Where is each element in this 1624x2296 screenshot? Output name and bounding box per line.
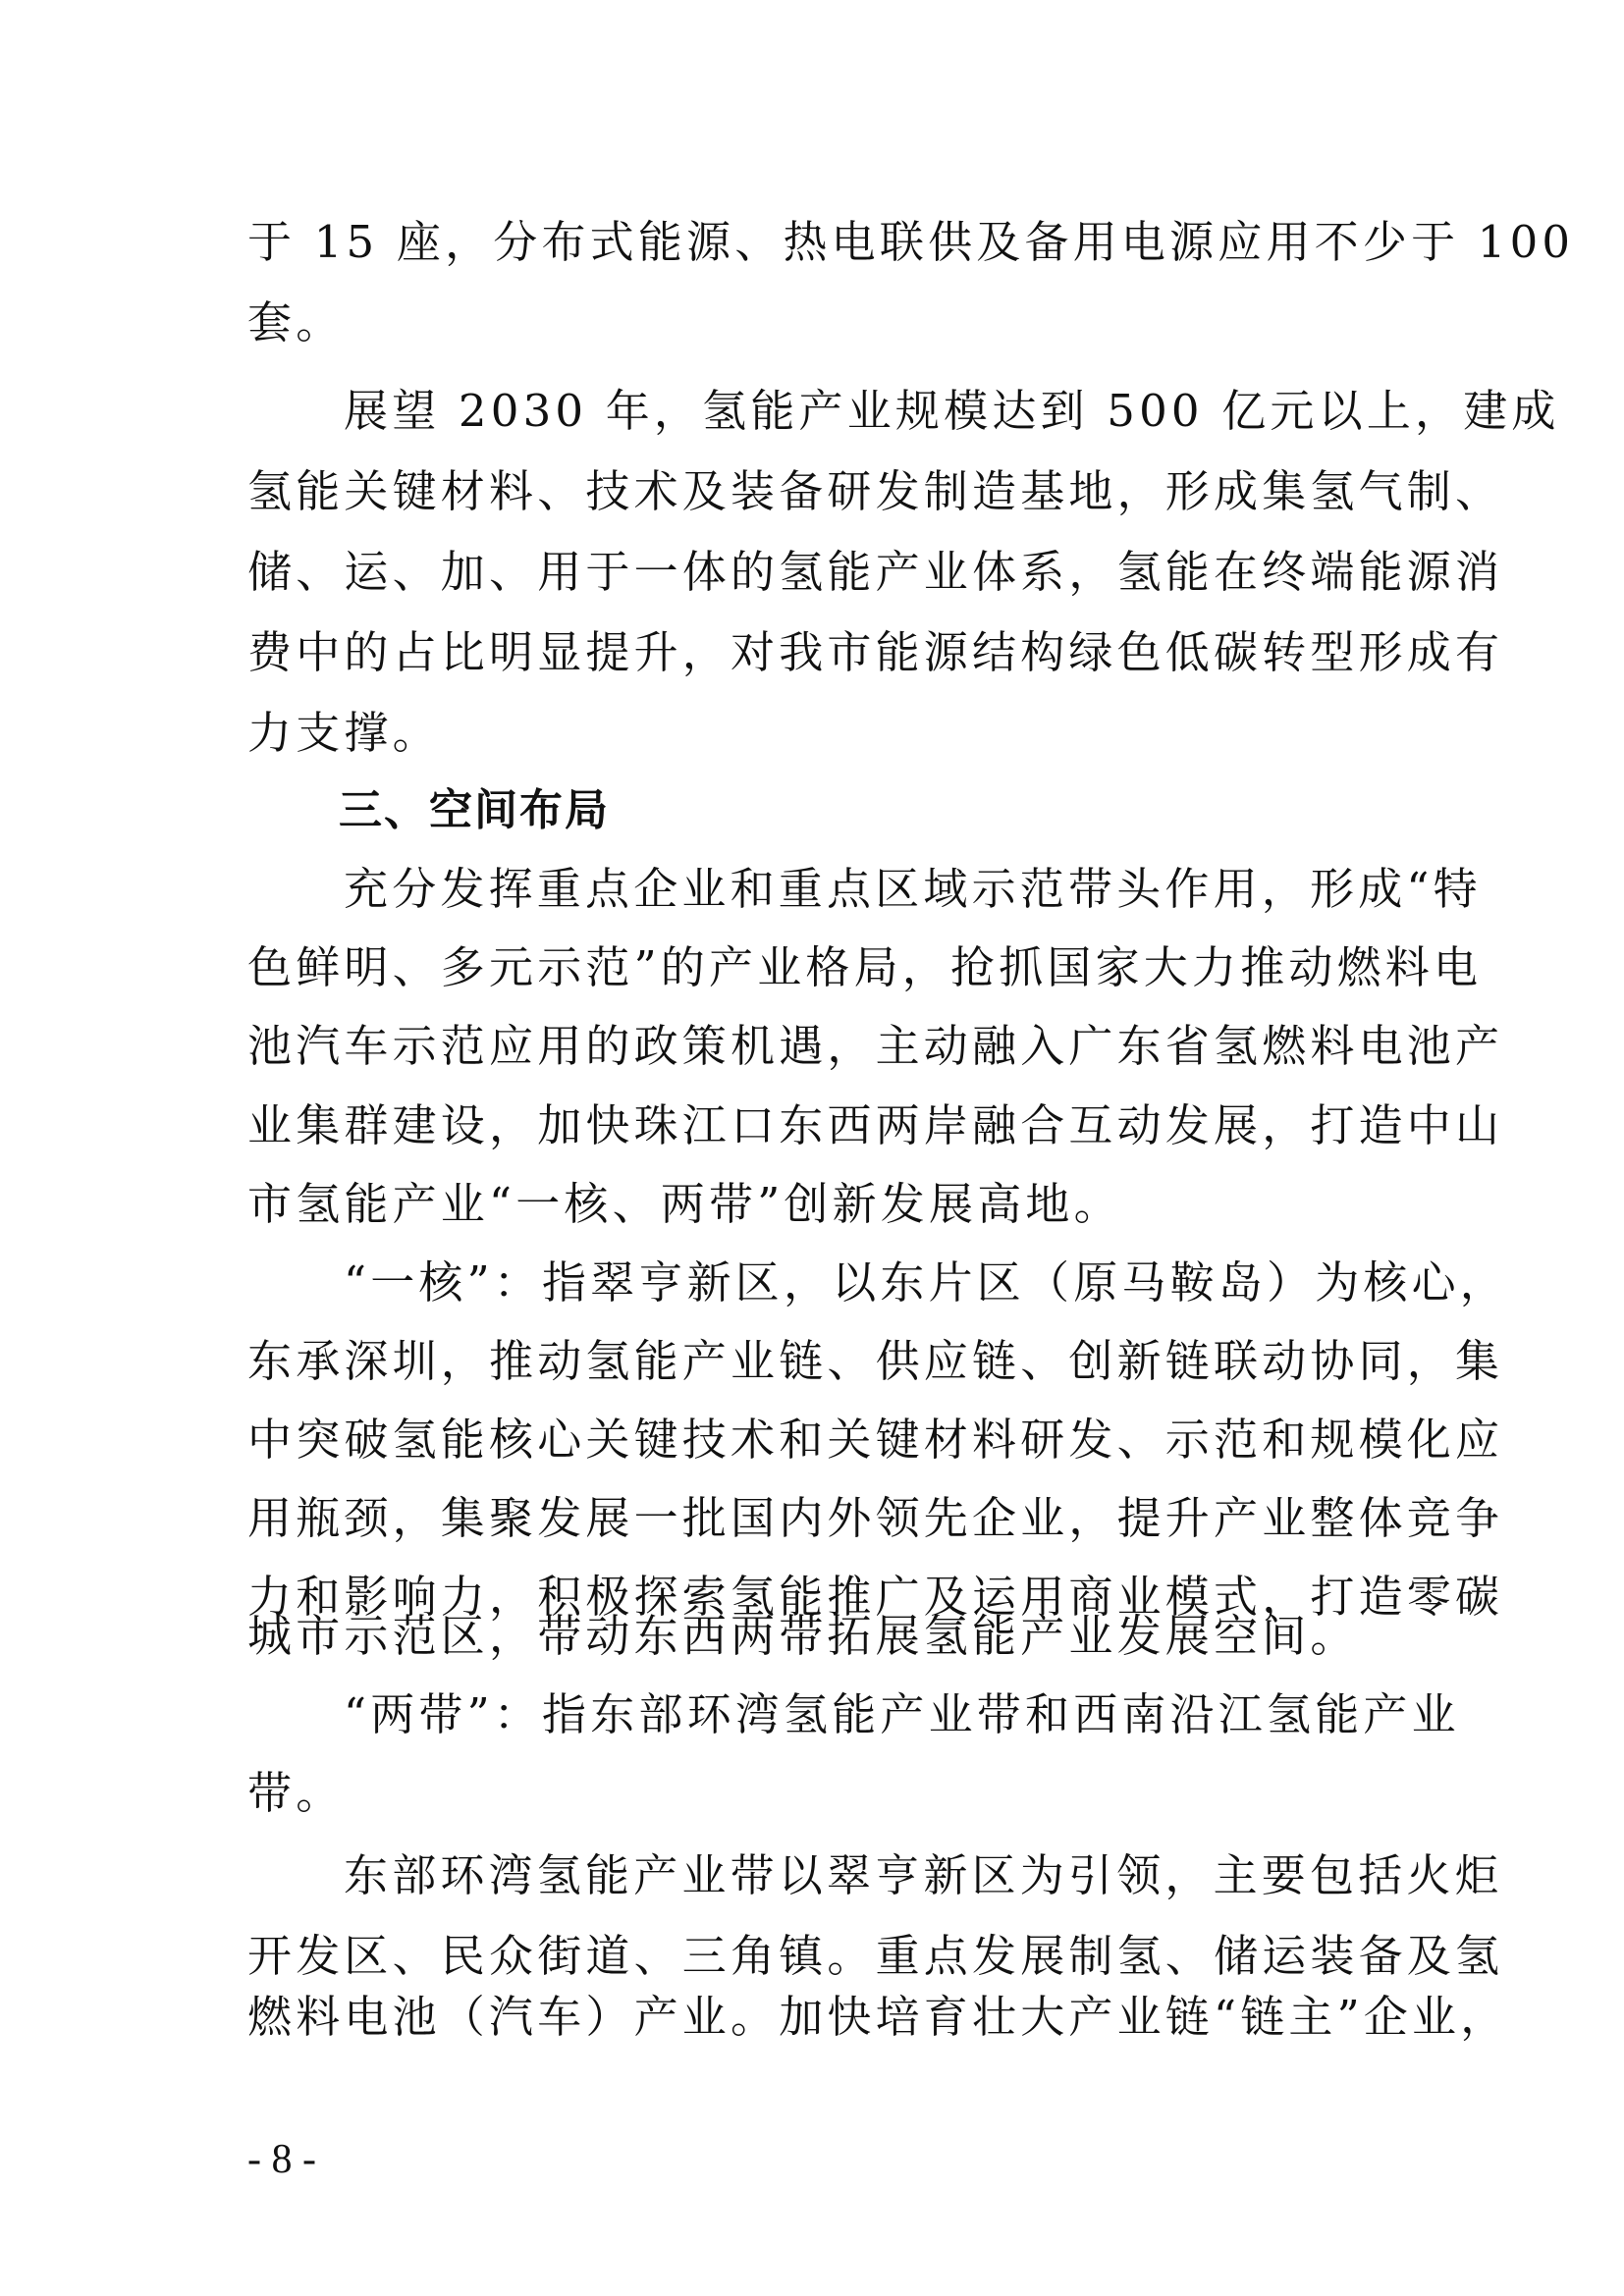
body-text-line: 力和影响力，积极探索氢能推广及运用商业模式，打造零碳 <box>247 1571 1504 1623</box>
body-text-line: 市氢能产业“一核、两带”创新发展高地。 <box>247 1178 1122 1230</box>
body-text-line: 池汽车示范应用的政策机遇，主动融入广东省氢燃料电池产 <box>247 1020 1504 1072</box>
body-text-line: 业集群建设，加快珠江口东西两岸融合互动发展，打造中山 <box>247 1099 1504 1151</box>
body-text-line: 东承深圳，推动氢能产业链、供应链、创新链联动协同，集 <box>247 1335 1504 1387</box>
body-text-line: 套。 <box>247 296 345 348</box>
body-text-line: 用瓶颈，集聚发展一批国内外领先企业，提升产业整体竞争 <box>247 1492 1504 1544</box>
body-text-line: 力支撑。 <box>247 707 441 759</box>
body-text-line: 城市示范区，带动东西两带拓展氢能产业发展空间。 <box>247 1610 1359 1662</box>
body-text-line: 带。 <box>247 1767 345 1819</box>
section-heading: 三、空间布局 <box>339 785 610 835</box>
page-number: - 8 - <box>247 2137 316 2182</box>
body-text-line: 开发区、民众街道、三角镇。重点发展制氢、储运装备及氢 <box>247 1930 1504 1982</box>
paragraph-start-line: 东部环湾氢能产业带以翠亨新区为引领，主要包括火炬 <box>344 1849 1503 1901</box>
paragraph-start-line: “两带”：指东部环湾氢能产业带和西南沿江氢能产业 <box>344 1688 1460 1740</box>
body-text-line: 氢能关键材料、技术及装备研发制造基地，形成集氢气制、 <box>247 465 1504 517</box>
paragraph-start-line: 展望 2030 年，氢能产业规模达到 500 亿元以上，建成 <box>344 385 1560 437</box>
body-text-line: 色鲜明、多元示范”的产业格局，抢抓国家大力推动燃料电 <box>247 941 1483 993</box>
body-text-line: 中突破氢能核心关键技术和关键材料研发、示范和规模化应 <box>247 1414 1504 1466</box>
body-text-line: 储、运、加、用于一体的氢能产业体系，氢能在终端能源消 <box>247 546 1504 598</box>
body-text-line: 于 15 座，分布式能源、热电联供及备用电源应用不少于 100 <box>247 216 1575 268</box>
paragraph-start-line: “一核”：指翠亨新区，以东片区（原马鞍岛）为核心， <box>344 1256 1509 1308</box>
paragraph-start-line: 充分发挥重点企业和重点区域示范带头作用，形成“特 <box>344 863 1482 915</box>
body-text-line: 燃料电池（汽车）产业。加快培育壮大产业链“链主”企业， <box>247 1991 1509 2043</box>
body-text-line: 费中的占比明显提升，对我市能源结构绿色低碳转型形成有 <box>247 626 1504 678</box>
